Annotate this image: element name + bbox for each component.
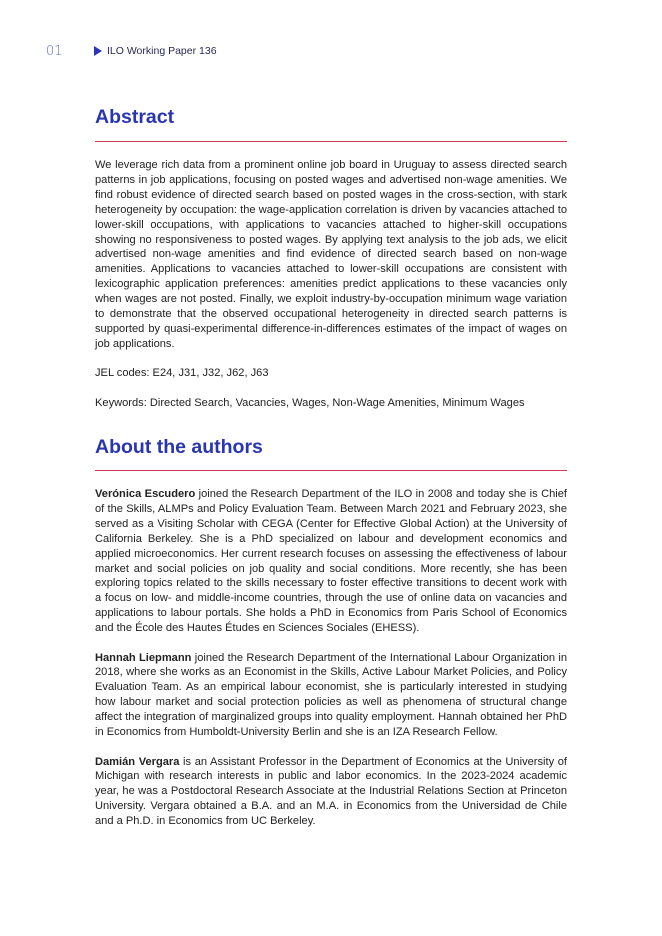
author-bio	[95, 487, 567, 636]
author-bio	[95, 651, 567, 740]
author-bio-text: joined the Research Department of the International Labour Organization in 2018, where she works as an Economist in the Skills, Active Labour Market Policies, and Policy Evaluation Team. As an empirical labour economist, she is particularly interested in studying how labour market and social protection policies as well as phenomena of structural change affect the integration of marginalized groups into quality employment. Hannah obtained her PhD in Economics from Humboldt-University Berlin and she is an IZA Research Fellow.	[95, 651, 567, 739]
abstract-text: We leverage rich data from a prominent online job board in Uruguay to assess directed search patterns in job applications, focusing on posted wages and advertised non-wage amenities. We find robust evidence of directed search based on posted wages in the cross-section, with stark heterogeneity by occupation: the wage-application correlation is driven by vacancies attached to lower-skill occupations, with applications to vacancies attached to higher-skill occupations showing no responsiveness to posted wages. By applying text analysis to the job ads, we elicit advertised non-wage amenities and find evidence of directed search based on non-wage amenities. Applications to vacancies attached to lower-skill occupations are consistent with lexicographic application preferences: amenities predict applications to these vacancies only when wages are not posted. Finally, we exploit industry-by-occupation minimum wage variation to demonstrate that the observed occupational heterogeneity in directed search patterns is supported by quasi-experimental difference-in-differences estimates of the impact of wages on job applications.	[95, 159, 567, 350]
triangle-icon	[94, 46, 102, 56]
authors-body	[95, 487, 567, 844]
author-name: Damián Vergara	[95, 755, 180, 768]
author-name: Verónica Escudero	[95, 488, 196, 500]
abstract-divider	[95, 141, 567, 142]
authors-divider	[95, 470, 567, 471]
authors-heading: About the authors	[95, 436, 263, 458]
page-number: 01	[46, 44, 63, 59]
jel-codes: JEL codes: E24, J31, J32, J62, J63	[95, 367, 269, 380]
author-bio-text: joined the Research Department of the ILO in 2008 and today she is Chief of the Skills, ALMPs and Policy Evaluation Team. Between March 2021 and February 2023, she served as a Visiting Scholar with CEGA (Center for Effective Global Action) at the University of California Berkeley. She is a PhD specialized on labour and development economics and applied microeconomics. Her current research focuses on assessing the effectiveness of labour market and social policies on job quality and social conditions. More recently, she has been exploring topics related to the skills necessary to foster effective transitions to decent work with a focus on low- and middle-income countries, through the use of online data on vacancies and applications to labour portals. She holds a PhD in Economics from Paris School of Economics and the École des Hautes Études en Sciences Sociales (EHESS).	[95, 488, 567, 635]
author-bio-text: is an Assistant Professor in the Department of Economics at the University of Michigan with research interests in public and labor economics. In the 2023-2024 academic year, he was a Postdoctoral Research Associate at the Industrial Relations Section at Princeton University. Vergara obtained a B.A. and an M.A. in Economics from the Universidad de Chile and a Ph.D. in Economics from UC Berkeley.	[95, 755, 567, 828]
abstract-heading: Abstract	[95, 106, 175, 128]
running-header	[94, 45, 217, 57]
author-name: Hannah Liepmann	[95, 651, 192, 664]
running-title: ILO Working Paper 136	[107, 45, 217, 57]
keywords: Keywords: Directed Search, Vacancies, Wages, Non-Wage Amenities, Minimum Wages	[95, 396, 525, 409]
abstract-body	[95, 158, 567, 425]
author-bio	[95, 755, 567, 830]
